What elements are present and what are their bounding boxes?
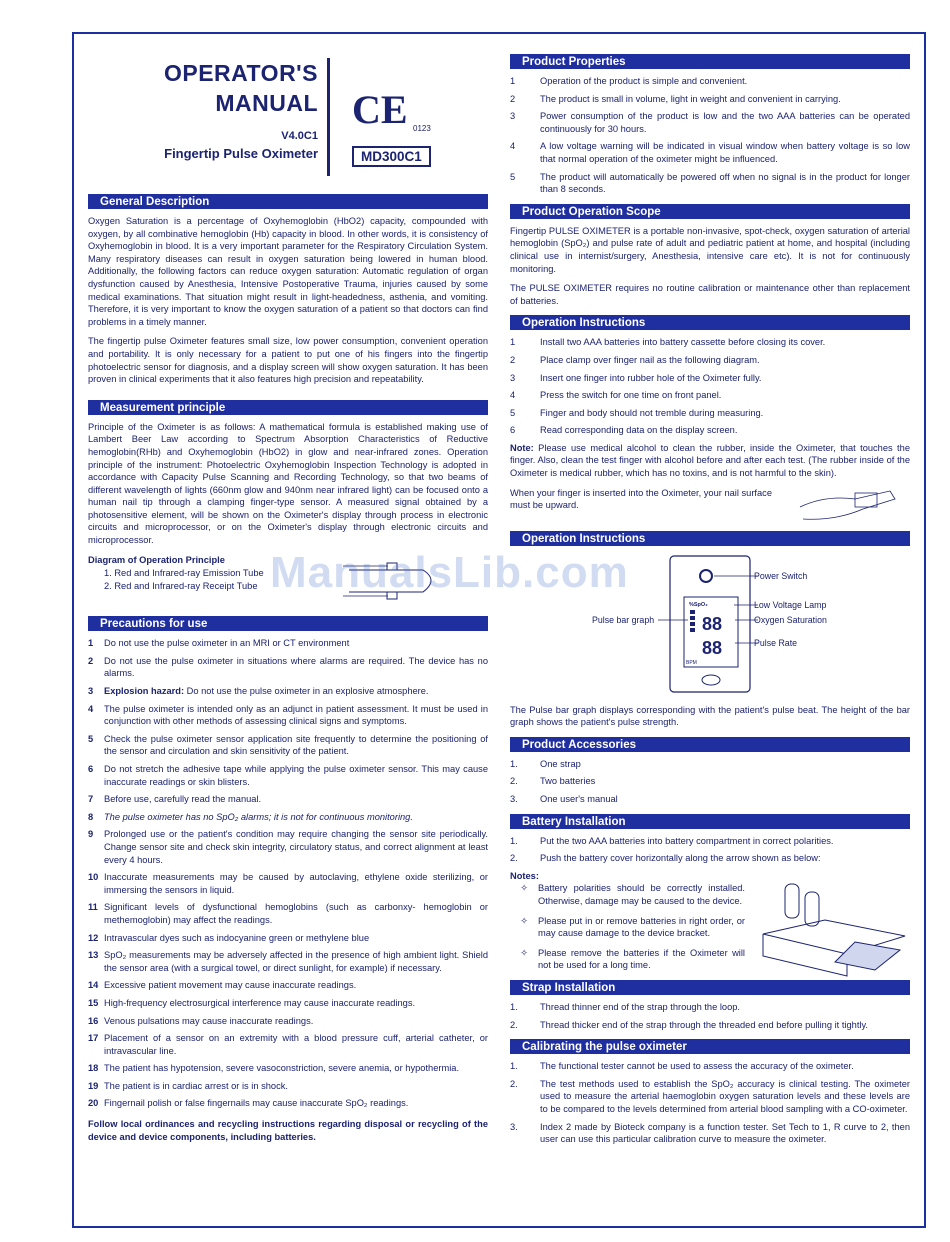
list-item [88,949,488,974]
item-number: 6 [88,764,94,774]
battery-icon [805,892,819,926]
list-item [510,1060,910,1073]
recycling-note: Follow local ordinances and recycling instructions regarding disposal or recycling of the device and device components, including batteries. [88,1119,488,1142]
item-number: ✧ [520,883,528,894]
item-text: Read corresponding data on the display screen. [540,425,738,436]
list-item [510,354,910,367]
pulse-bar-label: Pulse bar graph [592,614,655,625]
list-item [88,655,488,680]
item-number: 5 [510,171,516,182]
title-line2: MANUAL [215,90,318,116]
finger-note-block [510,487,910,523]
item-text: The test methods used to establish the SpO₂ accuracy is clinical testing. The oximeter used to measure the arterial haemoglobin oxygen saturation levels and these levels are to be compared to the levels determined from arterial blood sampling with a CO-oximeter. [540,1078,910,1114]
item-text: The patient is in cardiac arrest or is in shock. [104,1080,288,1091]
power-switch-label: Power Switch [754,570,808,581]
item-text: Push the battery cover horizontally along the arrow shown as below: [540,853,821,864]
item-number: 3 [88,686,94,697]
item-text: Significant levels of dysfunctional hemoglobins (such as carbonxy- hemoglobin or methemoglobin) may affect the readings. [104,902,488,925]
item-number: 10 [88,872,99,883]
item-text: Finger and body should not tremble during measuring. [540,407,764,418]
scope-p2: The PULSE OXIMETER requires no routine calibration or maintenance other than replacement of batteries. [510,283,910,306]
item-text: Do not use the pulse oximeter in situations where alarms are required. The device has no alarms. [104,655,488,679]
list-item [88,703,488,728]
item-number: 5 [510,407,516,418]
item-number: 14 [88,980,99,991]
item-text [104,685,488,698]
finger-insert-illustration [795,477,910,525]
item-text: The product will automatically be powered off when no signal is in the product for longer than 8 seconds. [540,171,910,195]
item-text: Power consumption of the product is low and the two AAA batteries can be operated continuously for 30 hours. [540,111,910,134]
measurement-heading: Measurement principle [88,400,488,415]
item-text: One strap [540,758,581,769]
item-number: 20 [88,1098,99,1109]
title-line1: OPERATOR'S [163,60,318,86]
watermark: ManualsLib.com [270,548,629,597]
left-column [88,188,488,1143]
item-text: Check the pulse oximeter sensor application site frequently to determine the positioning of the sensor and circulation and skin sensitivity of the patient. [104,733,488,757]
properties-heading: Product Properties [510,54,910,69]
strap-heading: Strap Installation [510,980,910,995]
item-number: ✧ [520,947,528,958]
item-number: 8 [88,811,94,822]
battery-icon [785,884,799,918]
accessories-heading: Product Accessories [510,737,910,752]
battery-install-illustration [755,874,910,984]
item-number: 4 [510,390,516,401]
item-number: 2 [88,655,94,666]
battery-notes [510,882,745,972]
item-number: 7 [88,794,94,805]
item-number: 2. [510,853,518,864]
item-number: 1 [510,76,516,86]
list-item [88,733,488,758]
button-icon [702,675,720,685]
list-item [510,372,910,385]
pulse-bar-icon [690,610,695,632]
item-number: 19 [88,1080,99,1091]
operation-note [510,442,910,480]
item-text: Excessive patient movement may cause inaccurate readings. [104,980,357,991]
diagram-title: Diagram of Operation Principle [88,554,225,565]
item-number: 4 [88,703,94,714]
list-item [88,997,488,1010]
item-number: 1. [510,1061,518,1072]
item-number: 3 [510,372,516,383]
scope-p1: Fingertip PULSE OXIMETER is a portable non-invasive, spot-check, oxygen saturation of arterial hemoglobin (SpO₂) and pulse rate of adult and pediatric patient at home, and hospital (including clinical use in internist/surgery, Anesthesia, intensive care etc). It is not for continuously monitoring. [510,225,910,274]
item-text: The product is small in volume, light in weight and convenient in carrying. [540,93,841,104]
item-text: Do not stretch the adhesive tape while applying the pulse oximeter sensor. This may cause inaccurate readings or skin blisters. [104,764,488,787]
power-icon [700,570,712,582]
item-number: 1. [510,835,518,846]
list-item [510,775,910,788]
item-text: Two batteries [540,776,596,787]
item-text: Venous pulsations may cause inaccurate readings. [104,1015,314,1026]
battery-heading: Battery Installation [510,814,910,829]
item-number: 13 [88,950,99,961]
general-p1: Oxygen Saturation is a percentage of Oxyhemoglobin (HbO2) capacity, compounded with oxygen, by all combinative hemoglobin (Hb) capacity in blood. In other words, it is consistency of Oxyhemoglobin in blood. It is a very important parameter for the Respiratory Circulation System. Many respiratory diseases can result in oxygen saturation being lowered in human blood. Additionally, the following factors can reduce oxygen saturation: Automatic regulation of organ dysfunction caused by Anesthesia, Intensive Postoperative Trauma, injuries caused by some medical examinations. That situation might result in light-headedness, asthenia, and vomiting. Therefore, it is very important to know the oxygen saturation of a patient so that doctors can find problems in a timely manner. [88,216,488,327]
list-item [510,852,910,865]
item-number: 1 [88,638,94,649]
accessories-list [510,758,910,806]
battery-notes-block [510,882,910,972]
list-item [88,1080,488,1093]
list-item [510,336,910,349]
list-item [510,1121,910,1146]
calibration-list [510,1060,910,1146]
item-number: 3. [510,1121,518,1132]
item-bold: Explosion hazard: [104,686,185,697]
list-item [88,1062,488,1075]
measurement-p1: Principle of the Oximeter is as follows: A mathematical formula is established making use of Lambert Beer Law according to Spectrum Absorption Characteristics of Reductive hemoglobin(RHb) and Oxyhemoglobin (HbO2) in glow and near-infrared zones. Operation principle of the instrument: Photoelectric Oxyhemoglobin Inspection Technology is adopted in accordance with Capacity Pulse Scanning and Recording Technology, so that two beams of different wavelength of lights (660nm glow and 940nm near infrared light) can be focused onto a human nail tip through a clamping finger-type sensor. A measured signal obtained by a photosensitive element, will be shown on the Oximeter's display through process in electronic circuits and microprocessor, or on the Oximeter's display through electronic circuits and microprocessor. [88,421,488,546]
list-item [510,758,910,771]
item-number: 2 [510,93,516,104]
list-item [88,901,488,926]
item-number: 1. [510,1001,518,1012]
item-number: 3. [510,794,518,805]
list-item [510,793,910,806]
item-number: 2. [510,776,518,787]
item-text: High-frequency electrosurgical interference may cause inaccurate readings. [104,997,416,1008]
list-item [510,389,910,402]
item-text: A low voltage warning will be indicated in visual window when battery voltage is so low that normal operation of the oximeter might be influenced. [540,141,910,164]
diagram-item-1: 1. Red and Infrared-ray Emission Tube [104,568,264,579]
item-number: 6 [510,425,516,436]
item-text: Index 2 made by Bioteck company is a function tester. Set Tech to 1, R curve to 2, then user can use this particular calibration curve to measure the oximeter. [540,1121,910,1145]
item-number: 2 [510,354,516,365]
list-item [510,407,910,420]
pulse-rate-label: Pulse Rate [754,637,798,648]
list-item [510,835,910,848]
item-text: Put the two AAA batteries into battery compartment in correct polarities. [540,835,834,846]
item-number: 18 [88,1063,99,1074]
item-text: The pulse oximeter has no SpO₂ alarms; it is not for continuous monitoring. [104,811,413,822]
item-text: Insert one finger into rubber hole of the Oximeter fully. [540,372,762,383]
item-text: Placement of a sensor on an extremity with a blood pressure cuff, arterial catheter, or intravascular line. [104,1033,488,1056]
item-rest: Do not use the pulse oximeter in an explosive atmosphere. [184,686,429,697]
list-item [88,828,488,866]
item-text: SpO₂ measurements may be adversely affected in the presence of high ambient light. Shield the sensor area (with a surgical towel, or direct sunlight, for example) if necessary. [104,950,488,973]
spo2-small-label: %SpO₂ [689,601,708,608]
list-item [510,171,910,196]
note-text: Please use medical alcohol to clean the rubber, inside the Oximeter, that touches the finger. Also, clean the test finger with alcohol before and after each test. (The rubber inside of the Oximeter is medical rubber, which has no toxins, and is not harmful to the skin). [510,442,910,479]
precautions-list [88,637,488,1110]
item-text: The patient has hypotension, severe vasoconstriction, severe anemia, or hypothermia. [104,1063,460,1074]
general-p2: The fingertip pulse Oximeter features small size, low power consumption, convenient operation and portability. It is only necessary for a patient to put one of his fingers into the fingertip photoelectric sensor for diagnosis, and a display screen will show oxygen saturation. It has been proven in clinical experiments that it also features high precision and repeatability. [88,336,488,385]
item-number: 4 [510,141,516,152]
item-text: Press the switch for one time on front panel. [540,390,722,401]
item-number: 1 [510,337,516,348]
list-item [510,915,745,940]
spo2-digits: 88 [702,613,723,634]
list-item [510,1019,910,1032]
general-heading: General Description [88,194,488,209]
item-number: 11 [88,902,98,913]
list-item [510,882,745,907]
list-item [510,110,910,135]
item-number: ✧ [520,915,528,926]
list-item [88,1097,488,1110]
title-divider [327,58,330,176]
operation-heading: Operation Instructions [510,315,910,330]
properties-list [510,75,910,196]
item-text: The pulse oximeter is intended only as an adjunct in patient assessment. It must be used in conjunction with other methods of assessing clinical signs and symptoms. [104,703,488,727]
item-number: 15 [88,997,99,1008]
list-item [88,871,488,896]
note-label: Note: [510,442,534,453]
item-text: Battery polarities should be correctly installed. Otherwise, damage may be caused to the device. [538,883,745,906]
item-number: 12 [88,932,99,943]
list-item [510,1078,910,1116]
item-text: Fingernail polish or false fingernails may cause inaccurate SpO₂ readings. [104,1098,409,1109]
operation2-heading: Operation Instructions [510,531,910,546]
item-number: 9 [88,829,94,840]
low-voltage-label: Low Voltage Lamp [754,599,827,610]
operation-list [510,336,910,437]
item-text: The functional tester cannot be used to assess the accuracy of the oximeter. [540,1061,854,1072]
item-text: Operation of the product is simple and convenient. [540,76,748,86]
battery-list [510,835,910,865]
item-number: 2. [510,1078,518,1089]
scope-heading: Product Operation Scope [510,204,910,219]
list-item [510,93,910,106]
item-text: Please put in or remove batteries in right order, or may cause damage to the device bracket. [538,915,745,939]
list-item [510,75,910,88]
list-item [510,140,910,165]
item-text: Before use, carefully read the manual. [104,794,262,805]
list-item [88,932,488,945]
ce-mark: CE [352,87,408,132]
notes-label: Notes: [510,870,539,881]
list-item [88,637,488,650]
item-number: 5 [88,733,94,744]
manual-title [88,58,318,161]
list-item [510,1001,910,1014]
item-text: Thread thicker end of the strap through the threaded end before pulling it tightly. [540,1019,869,1030]
list-item [88,685,488,698]
item-text: Place clamp over finger nail as the following diagram. [540,354,760,365]
diagram-item-2: 2. Red and Infrared-ray Receipt Tube [104,581,258,592]
item-text: Please remove the batteries if the Oximeter will not be used for a long time. [538,947,745,971]
ce-number: 0123 [413,124,431,133]
version: V4.0C1 [281,130,318,142]
calibration-heading: Calibrating the pulse oximeter [510,1039,910,1054]
item-number: 2. [510,1019,518,1030]
list-item [88,1015,488,1028]
list-item [88,763,488,788]
precautions-heading: Precautions for use [88,616,488,631]
item-number: 16 [88,1015,99,1026]
item-number: 3 [510,111,516,122]
item-text: Inaccurate measurements may be caused by autoclaving, ethylene oxide sterilizing, or immersing the sensors in liquid. [104,872,488,895]
item-text: Do not use the pulse oximeter in an MRI or CT environment [104,638,350,649]
product-name: Fingertip Pulse Oximeter [164,146,318,161]
item-text: Thread thinner end of the strap through the loop. [540,1001,741,1012]
oxygen-saturation-label: Oxygen Saturation [754,614,827,625]
list-item [510,424,910,437]
model-badge: MD300C1 [352,146,431,167]
list-item [88,1032,488,1057]
pulse-digits: 88 [702,637,723,658]
finger-note: When your finger is inserted into the Oximeter, your nail surface must be upward. [510,487,772,511]
item-number: 1. [510,758,518,769]
list-item [510,947,745,972]
item-text: Install two AAA batteries into battery cassette before closing its cover. [540,337,826,348]
list-item [88,793,488,806]
operation2-p1: The Pulse bar graph displays corresponding with the patient's pulse beat. The height of the bar graph shows the patient's pulse strength. [510,704,910,728]
bpm-label: BPM [686,659,697,666]
item-text: Intravascular dyes such as indocyanine green or methylene blue [104,932,370,943]
item-text: One user's manual [540,794,618,805]
list-item [88,811,488,824]
list-item [88,979,488,992]
item-number: 17 [88,1033,99,1044]
strap-list [510,1001,910,1031]
item-text: Prolonged use or the patient's condition may require changing the sensor site periodically. Change sensor site and check skin integrity, circulatory status, and correct alignment at least every 4 hours. [104,829,488,865]
right-column [510,52,910,1151]
